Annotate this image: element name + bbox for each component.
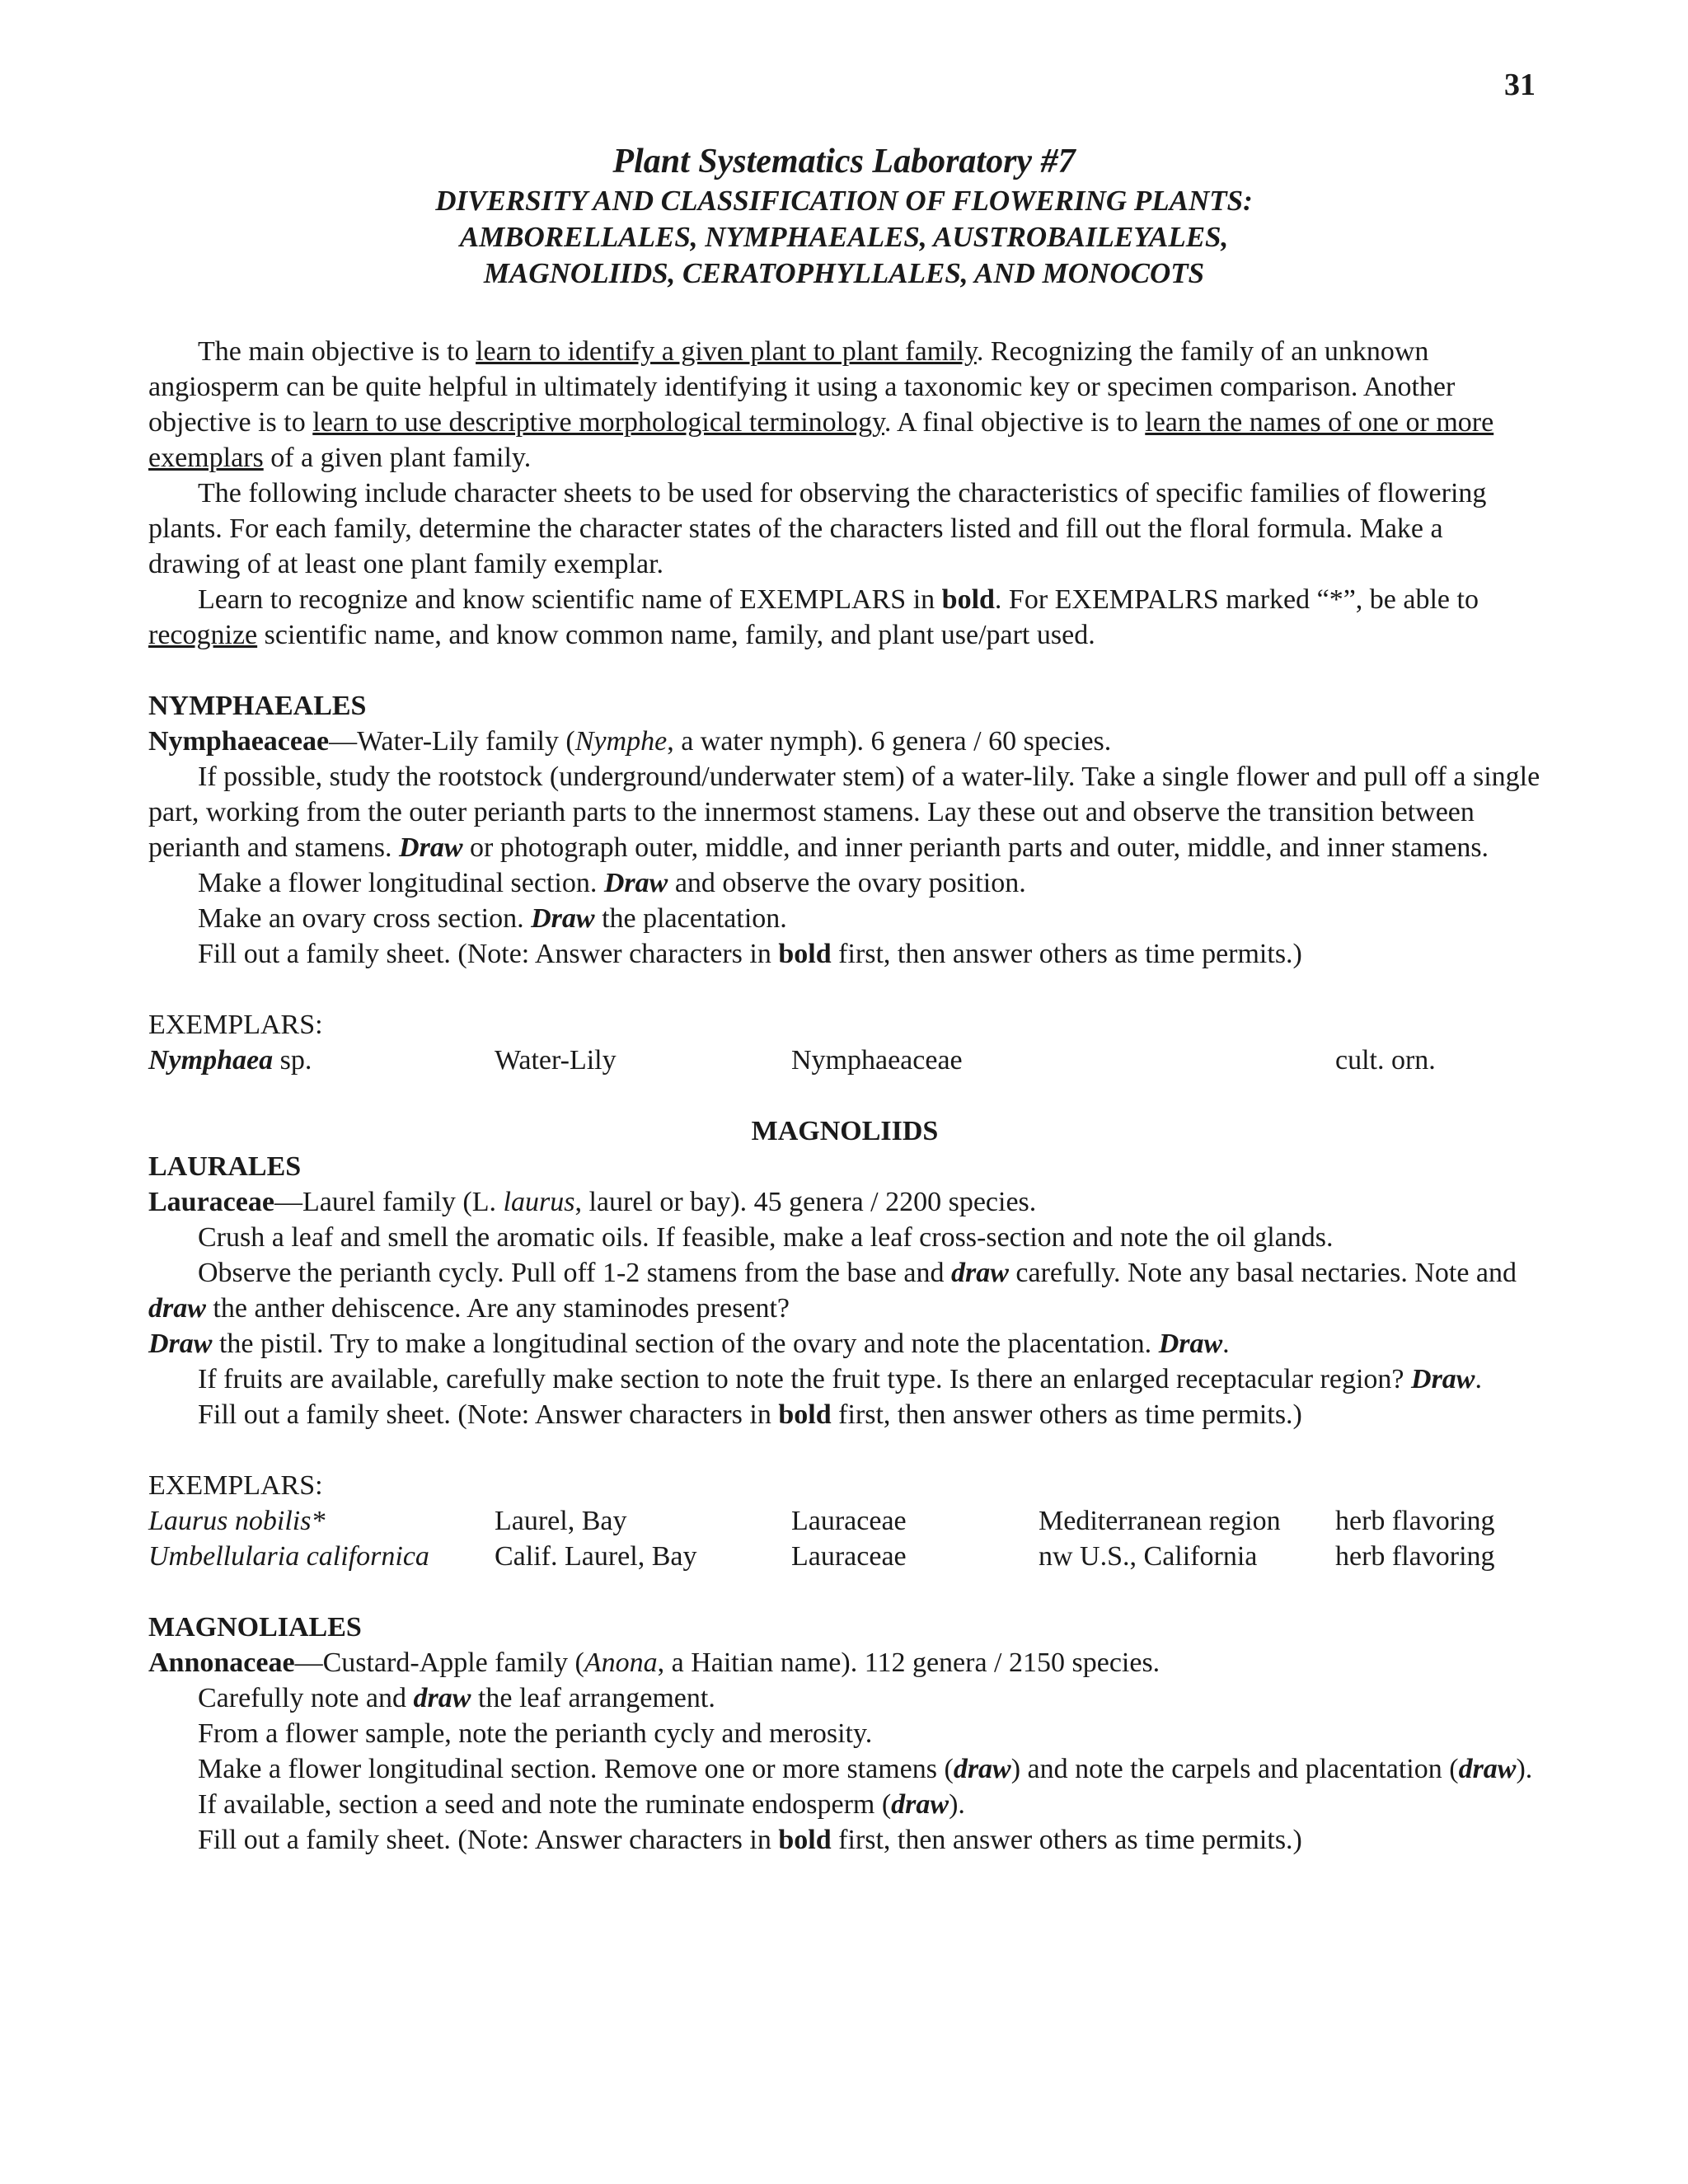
text-run: If available, section a seed and note the ruminate endosperm ( — [198, 1789, 892, 1820]
draw-keyword: Draw — [531, 903, 595, 934]
exemplar-use: cult. orn. — [1335, 1045, 1436, 1076]
exemplar-family: Lauraceae — [791, 1506, 907, 1536]
text-run: —Laurel family (L. — [274, 1187, 504, 1217]
intro-paragraph-3 — [148, 582, 1541, 653]
text-run: Make a flower longitudinal section. Remove one or more stamens ( — [198, 1754, 954, 1784]
subtitle-line-1: DIVERSITY AND CLASSIFICATION OF FLOWERING PLANTS: — [435, 185, 1253, 217]
exemplar-region — [1039, 1043, 1335, 1078]
text-run: carefully. Note any basal nectaries. Note and — [1008, 1258, 1517, 1288]
family-name: Lauraceae — [148, 1187, 274, 1217]
family-name: Annonaceae — [148, 1647, 295, 1678]
exemplar-use: herb flavoring — [1335, 1541, 1495, 1572]
underlined-word: recognize — [148, 620, 258, 650]
family-name: Nymphaeaceae — [148, 726, 330, 757]
bold-word: bold — [778, 1399, 832, 1430]
subtitle-line-3: MAGNOLIIDS, CERATOPHYLLALES, AND MONOCOTS — [483, 257, 1205, 289]
bold-word: bold — [941, 584, 995, 615]
text-run: . Recognizing the family of an unknown angiosperm can be quite helpful in ultimately identifying it using a taxonomic key or specimen comparison. Another objective is to — [148, 336, 1456, 438]
text-run: scientific name, and know common name, family, and plant use/part used. — [257, 620, 1095, 650]
text-run: The main objective is to — [198, 336, 476, 367]
section-heading-nymphaeales: NYMPHAEALES — [148, 691, 367, 721]
annon-instruction-2: From a flower sample, note the perianth cycly and merosity. — [198, 1718, 873, 1749]
text-run: first, then answer others as time permits.) — [831, 1825, 1302, 1855]
text-run: first, then answer others as time permits.) — [831, 1399, 1302, 1430]
family-nymphaeaceae — [148, 724, 1541, 759]
laurel-instruction-2 — [148, 1255, 1541, 1326]
bold-word: bold — [778, 939, 832, 969]
text-run: the leaf arrangement. — [471, 1683, 715, 1713]
draw-keyword: Draw — [399, 832, 463, 863]
section-heading-magnoliids: MAGNOLIIDS — [751, 1116, 939, 1146]
exemplar-row — [148, 1043, 1541, 1078]
text-run: the pistil. Try to make a longitudinal section of the ovary and note the placentation. — [212, 1329, 1159, 1359]
text-run: Learn to recognize and know scientific name of EXEMPLARS in — [198, 584, 942, 615]
exemplar-scientific-name: Laurus nobilis* — [148, 1506, 326, 1536]
subtitle-line-2: AMBORELLALES, NYMPHAEALES, AUSTROBAILEYALES, — [459, 221, 1229, 253]
section-heading-magnoliales: MAGNOLIALES — [148, 1612, 362, 1643]
underlined-objective: learn the names of one or more exemplars — [148, 407, 1494, 473]
etymology: laurus — [503, 1187, 575, 1217]
text-run: . — [1475, 1364, 1482, 1394]
draw-keyword: draw — [1458, 1754, 1517, 1784]
bold-word: bold — [778, 1825, 832, 1855]
draw-keyword: Draw — [603, 868, 668, 898]
annon-instruction-1 — [148, 1680, 1541, 1716]
exemplar-scientific-name: Umbellularia californica — [148, 1541, 429, 1572]
document-body — [148, 334, 1541, 1858]
draw-keyword: Draw — [1158, 1329, 1223, 1359]
text-run: Fill out a family sheet. (Note: Answer characters in — [198, 1399, 779, 1430]
text-run: ). — [1516, 1754, 1533, 1784]
family-lauraceae — [148, 1184, 1541, 1220]
exemplar-common-name: Laurel, Bay — [495, 1506, 627, 1536]
text-run: Make an ovary cross section. — [198, 903, 532, 934]
text-run: the placentation. — [594, 903, 787, 934]
text-run: , laurel or bay). 45 genera / 2200 species. — [574, 1187, 1037, 1217]
exemplars-label: EXEMPLARS: — [148, 1470, 323, 1501]
annon-instruction-4 — [148, 1787, 1541, 1822]
draw-keyword: draw — [891, 1789, 950, 1820]
laurel-instruction-1: Crush a leaf and smell the aromatic oils. If feasible, make a leaf cross-section and note the oil glands. — [198, 1222, 1334, 1253]
text-run: sp. — [273, 1045, 312, 1076]
text-run: the anther dehiscence. Are any staminodes present? — [205, 1293, 790, 1324]
intro-paragraph-2: The following include character sheets to be used for observing the characteristics of specific families of flowering plants. For each family, determine the character states of the characters listed and fill out the floral formula. Make a drawing of at least one plant family exemplar. — [148, 478, 1487, 579]
text-run: Make a flower longitudinal section. — [198, 868, 604, 898]
text-run: ) and note the carpels and placentation ( — [1010, 1754, 1459, 1784]
genus: Nymphaea — [148, 1045, 274, 1076]
text-run: —Custard-Apple family ( — [294, 1647, 584, 1678]
text-run: Carefully note and — [198, 1683, 414, 1713]
exemplar-region: Mediterranean region — [1039, 1506, 1281, 1536]
text-run: or photograph outer, middle, and inner perianth parts and outer, middle, and inner stamens. — [462, 832, 1489, 863]
text-run: Observe the perianth cycly. Pull off 1-2 stamens from the base and — [198, 1258, 951, 1288]
exemplars-label: EXEMPLARS: — [148, 1010, 323, 1040]
laurel-fill-sheet — [148, 1397, 1541, 1432]
exemplar-region: nw U.S., California — [1039, 1541, 1258, 1572]
document-title — [0, 140, 1688, 292]
text-run: and observe the ovary position. — [668, 868, 1026, 898]
exemplar-scientific-name — [148, 1043, 495, 1078]
draw-keyword: draw — [950, 1258, 1009, 1288]
family-annonaceae — [148, 1645, 1541, 1680]
section-heading-laurales: LAURALES — [148, 1151, 302, 1182]
exemplar-family: Lauraceae — [791, 1541, 907, 1572]
draw-keyword: draw — [148, 1293, 206, 1324]
text-run: If possible, study the rootstock (underground/underwater stem) of a water-lily. Take a single flower and pull off a single part, working from the outer perianth parts to the innermost stamens. Lay these out and observe the transition between perianth and stamens. — [148, 762, 1540, 863]
nymph-fill-sheet — [148, 936, 1541, 972]
annon-fill-sheet — [148, 1822, 1541, 1858]
underlined-objective: learn to identify a given plant to plant family — [476, 336, 977, 367]
text-run: . For EXEMPALRS marked “*”, be able to — [994, 584, 1479, 615]
intro-paragraph-1 — [148, 334, 1541, 476]
text-run: —Water-Lily family ( — [329, 726, 575, 757]
etymology: Nymphe — [574, 726, 668, 757]
text-run: of a given plant family. — [263, 443, 532, 473]
text-run: , a Haitian name). 112 genera / 2150 species. — [657, 1647, 1160, 1678]
exemplar-row — [148, 1503, 1541, 1539]
draw-keyword: draw — [953, 1754, 1011, 1784]
text-run: . A final objective is to — [884, 407, 1146, 438]
text-run: Fill out a family sheet. (Note: Answer characters in — [198, 939, 779, 969]
exemplar-common-name: Calif. Laurel, Bay — [495, 1541, 697, 1572]
text-run: , a water nymph). 6 genera / 60 species. — [667, 726, 1112, 757]
etymology: Anona — [584, 1647, 658, 1678]
text-run: first, then answer others as time permits.) — [831, 939, 1302, 969]
exemplar-row — [148, 1539, 1541, 1574]
text-run: ). — [949, 1789, 965, 1820]
draw-keyword: draw — [413, 1683, 471, 1713]
underlined-objective: learn to use descriptive morphological terminology — [312, 407, 884, 438]
laurel-instruction-3 — [148, 1326, 1541, 1361]
text-run: . — [1222, 1329, 1230, 1359]
exemplar-use: herb flavoring — [1335, 1506, 1495, 1536]
lab-title: Plant Systematics Laboratory #7 — [612, 143, 1076, 180]
exemplar-family: Nymphaeaceae — [791, 1045, 963, 1076]
exemplar-common-name: Water-Lily — [495, 1045, 617, 1076]
page-number: 31 — [1504, 68, 1536, 102]
annon-instruction-3 — [148, 1751, 1541, 1787]
text-run: Fill out a family sheet. (Note: Answer characters in — [198, 1825, 779, 1855]
text-run: If fruits are available, carefully make section to note the fruit type. Is there an enlarged receptacular region? — [198, 1364, 1412, 1394]
nymph-instruction-3 — [148, 901, 1541, 936]
laurel-instruction-4 — [148, 1361, 1541, 1397]
draw-keyword: Draw — [1411, 1364, 1475, 1394]
nymph-instruction-2 — [148, 865, 1541, 901]
draw-keyword: Draw — [148, 1329, 213, 1359]
nymph-instruction-1 — [148, 759, 1541, 865]
